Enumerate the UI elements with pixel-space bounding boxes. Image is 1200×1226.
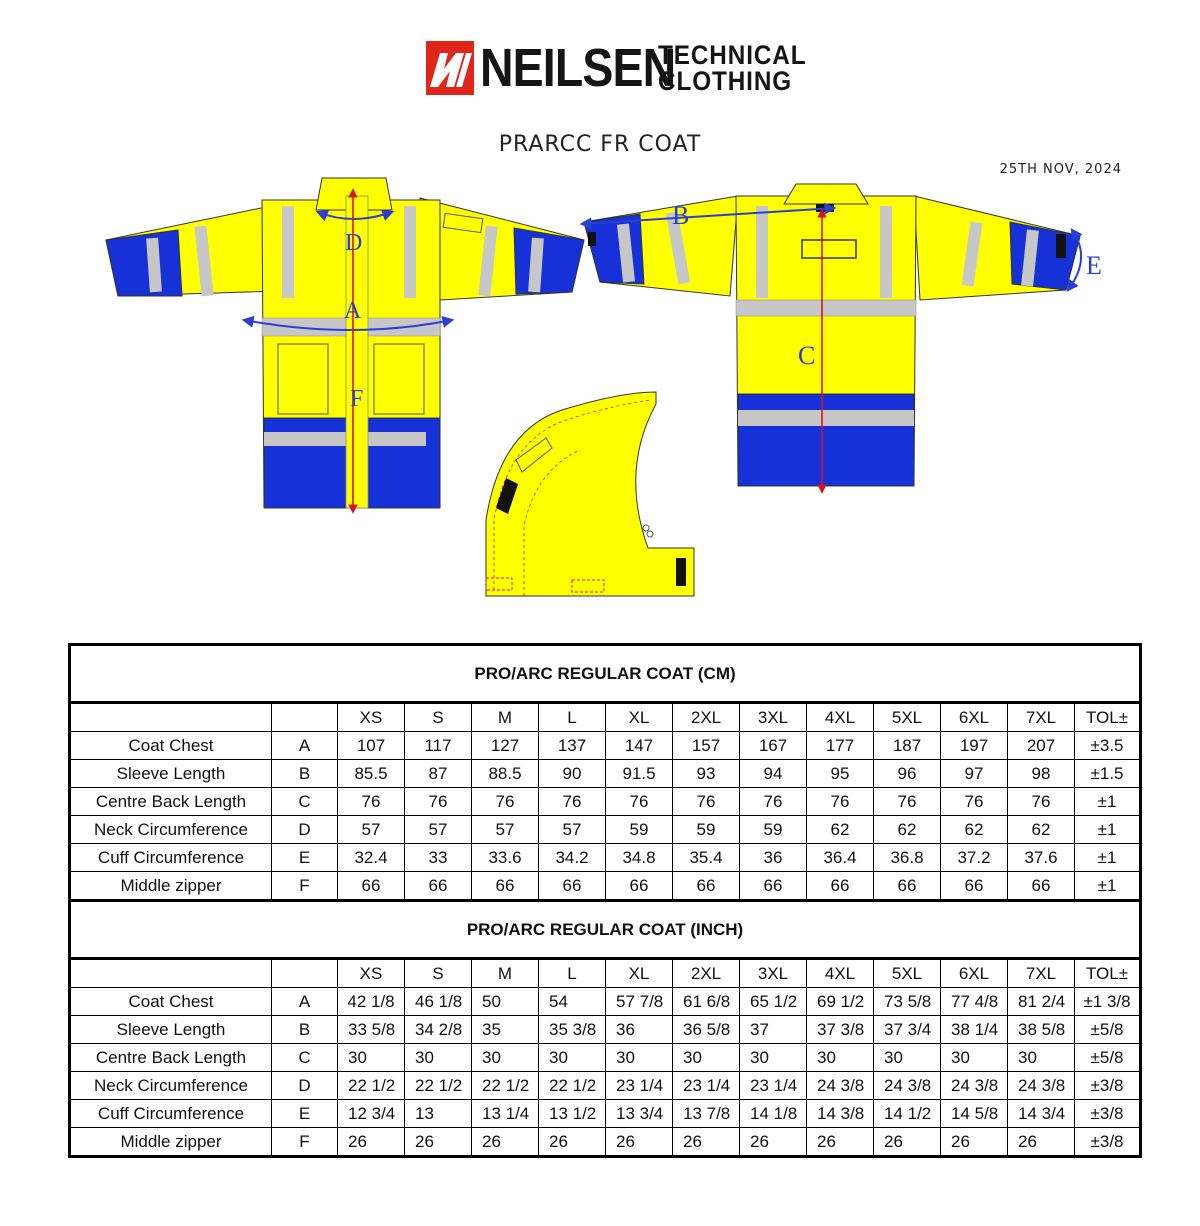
measurement-value: 24 3/8 <box>807 1072 874 1100</box>
back-hem <box>738 394 914 486</box>
measurement-value: 85.5 <box>338 760 405 788</box>
brand-logo <box>426 40 823 96</box>
measurement-value: 37 3/8 <box>807 1016 874 1044</box>
measurement-value: 23 1/4 <box>673 1072 740 1100</box>
measurement-value: 69 1/2 <box>807 988 874 1016</box>
measurement-code: F <box>272 872 338 901</box>
inch-size-header: 2XL <box>673 959 740 988</box>
measurement-name: Neck Circumference <box>70 1072 272 1100</box>
front-hem-tape <box>264 432 426 446</box>
measurement-value: 26 <box>673 1128 740 1157</box>
measurement-value: 66 <box>539 872 606 901</box>
measurement-tolerance: ±3.5 <box>1075 732 1141 760</box>
measurement-value: 36.8 <box>874 844 941 872</box>
measurement-value: 36 <box>606 1016 673 1044</box>
measurement-value: 24 3/8 <box>941 1072 1008 1100</box>
measurement-value: 30 <box>1008 1044 1075 1072</box>
back-collar <box>784 184 868 204</box>
measurement-value: 57 <box>405 816 472 844</box>
measurement-value: 24 3/8 <box>874 1072 941 1100</box>
measurement-value: 30 <box>807 1044 874 1072</box>
brand-subtitle-line2: CLOTHING <box>658 66 793 96</box>
measurement-value: 22 1/2 <box>472 1072 539 1100</box>
brand-subtitle-line1: TECHNICAL <box>658 40 807 70</box>
measurement-value: 50 <box>472 988 539 1016</box>
measurement-value: 30 <box>874 1044 941 1072</box>
cm-tol-header: TOL± <box>1075 703 1141 732</box>
measurement-value: 37.6 <box>1008 844 1075 872</box>
measurement-tolerance: ±5/8 <box>1075 1016 1141 1044</box>
inch-table-row <box>70 1044 1141 1072</box>
measurement-value: 88.5 <box>472 760 539 788</box>
cm-size-header: XS <box>338 703 405 732</box>
measurement-code: E <box>272 844 338 872</box>
measurement-value: 30 <box>338 1044 405 1072</box>
cm-size-header: 2XL <box>673 703 740 732</box>
measurement-value: 34.8 <box>606 844 673 872</box>
measurement-code: A <box>272 732 338 760</box>
measurement-name: Coat Chest <box>70 732 272 760</box>
hood-shape <box>486 392 694 596</box>
cm-table-row <box>70 844 1141 872</box>
cm-table-row <box>70 732 1141 760</box>
measure-label-a: A <box>344 298 362 324</box>
measurement-value: 76 <box>807 788 874 816</box>
measurement-value: 59 <box>673 816 740 844</box>
inch-size-header: S <box>405 959 472 988</box>
inch-size-header: 7XL <box>1008 959 1075 988</box>
measure-label-c: C <box>798 341 816 370</box>
measurement-value: 57 <box>338 816 405 844</box>
measurement-value: 137 <box>539 732 606 760</box>
front-hem-right <box>368 418 440 508</box>
measurement-code: D <box>272 1072 338 1100</box>
size-chart-table <box>68 643 1142 1158</box>
measurement-value: 73 5/8 <box>874 988 941 1016</box>
measurement-value: 35 3/8 <box>539 1016 606 1044</box>
measurement-name: Coat Chest <box>70 988 272 1016</box>
measurement-value: 38 5/8 <box>1008 1016 1075 1044</box>
inch-table-row <box>70 1072 1141 1100</box>
cm-table-row <box>70 872 1141 901</box>
measurement-value: 12 3/4 <box>338 1100 405 1128</box>
measurement-value: 30 <box>740 1044 807 1072</box>
measurement-code: F <box>272 1128 338 1157</box>
measurement-tolerance: ±3/8 <box>1075 1128 1141 1157</box>
inch-size-header: 4XL <box>807 959 874 988</box>
cm-table-title: PRO/ARC REGULAR COAT (CM) <box>70 645 1141 703</box>
cm-size-header: 5XL <box>874 703 941 732</box>
inch-table-row <box>70 988 1141 1016</box>
measurement-value: 76 <box>1008 788 1075 816</box>
measurement-value: 66 <box>874 872 941 901</box>
inch-size-header: M <box>472 959 539 988</box>
inch-size-header: 5XL <box>874 959 941 988</box>
measurement-tolerance: ±1 <box>1075 872 1141 901</box>
measurement-value: 66 <box>941 872 1008 901</box>
measurement-value: 33 <box>405 844 472 872</box>
measurement-value: 65 1/2 <box>740 988 807 1016</box>
measurement-value: 30 <box>405 1044 472 1072</box>
measurement-value: 14 5/8 <box>941 1100 1008 1128</box>
cm-size-header: L <box>539 703 606 732</box>
measurement-tolerance: ±1 <box>1075 844 1141 872</box>
measurement-value: 62 <box>807 816 874 844</box>
back-hem-tape <box>738 410 914 426</box>
measurement-value: 197 <box>941 732 1008 760</box>
measure-label-d: D <box>345 230 363 256</box>
cm-size-header: 7XL <box>1008 703 1075 732</box>
measurement-value: 30 <box>606 1044 673 1072</box>
cm-size-header: 3XL <box>740 703 807 732</box>
measurement-value: 96 <box>874 760 941 788</box>
measurement-code: C <box>272 788 338 816</box>
measurement-tolerance: ±1 <box>1075 816 1141 844</box>
measurement-value: 90 <box>539 760 606 788</box>
measurement-value: 13 1/4 <box>472 1100 539 1128</box>
measurement-tolerance: ±3/8 <box>1075 1072 1141 1100</box>
measurement-value: 107 <box>338 732 405 760</box>
measurement-value: 207 <box>1008 732 1075 760</box>
measure-label-e: E <box>1086 251 1102 280</box>
coat-back-view <box>582 184 1102 492</box>
measurement-value: 91.5 <box>606 760 673 788</box>
front-left-cuff <box>106 230 182 296</box>
inch-table-title: PRO/ARC REGULAR COAT (INCH) <box>70 901 1141 959</box>
back-left-cuff <box>584 214 644 284</box>
measurement-name: Centre Back Length <box>70 1044 272 1072</box>
measurement-value: 54 <box>539 988 606 1016</box>
measure-label-f: F <box>350 386 364 412</box>
measurement-value: 37 <box>740 1016 807 1044</box>
measurement-value: 23 1/4 <box>606 1072 673 1100</box>
back-waist-tape <box>736 300 916 316</box>
measurement-value: 66 <box>405 872 472 901</box>
measurement-value: 13 7/8 <box>673 1100 740 1128</box>
measurement-value: 26 <box>740 1128 807 1157</box>
measurement-value: 26 <box>472 1128 539 1157</box>
measurement-value: 76 <box>740 788 807 816</box>
measurement-value: 34.2 <box>539 844 606 872</box>
measure-label-b: B <box>672 201 690 230</box>
measurement-value: 98 <box>1008 760 1075 788</box>
measurement-value: 22 1/2 <box>539 1072 606 1100</box>
cm-size-header: XL <box>606 703 673 732</box>
measurement-value: 30 <box>472 1044 539 1072</box>
measurement-value: 59 <box>606 816 673 844</box>
measurement-value: 36 5/8 <box>673 1016 740 1044</box>
measurement-tolerance: ±3/8 <box>1075 1100 1141 1128</box>
measurement-value: 46 1/8 <box>405 988 472 1016</box>
hood-view <box>486 392 694 596</box>
inch-size-header: 3XL <box>740 959 807 988</box>
inch-size-header: L <box>539 959 606 988</box>
measurement-value: 24 3/8 <box>1008 1072 1075 1100</box>
measurement-value: 22 1/2 <box>338 1072 405 1100</box>
measurement-name: Sleeve Length <box>70 1016 272 1044</box>
measurement-value: 35 <box>472 1016 539 1044</box>
inch-size-header: XS <box>338 959 405 988</box>
measurement-value: 177 <box>807 732 874 760</box>
measurement-tolerance: ±5/8 <box>1075 1044 1141 1072</box>
measurement-name: Middle zipper <box>70 872 272 901</box>
measurement-value: 26 <box>338 1128 405 1157</box>
cm-size-header: 6XL <box>941 703 1008 732</box>
measurement-value: 77 4/8 <box>941 988 1008 1016</box>
measurement-tolerance: ±1.5 <box>1075 760 1141 788</box>
measurement-code: B <box>272 760 338 788</box>
coat-technical-drawing <box>0 160 1200 620</box>
cm-size-header: 4XL <box>807 703 874 732</box>
measurement-value: 62 <box>941 816 1008 844</box>
measurement-value: 66 <box>606 872 673 901</box>
measurement-name: Sleeve Length <box>70 760 272 788</box>
measurement-tolerance: ±1 <box>1075 788 1141 816</box>
inch-header-row <box>70 959 1141 988</box>
measurement-value: 26 <box>807 1128 874 1157</box>
measurement-value: 13 3/4 <box>606 1100 673 1128</box>
inch-size-header: XL <box>606 959 673 988</box>
inch-table-row <box>70 1128 1141 1157</box>
document-title: PRARCC FR COAT <box>498 132 702 157</box>
measurement-value: 13 <box>405 1100 472 1128</box>
measurement-value: 23 1/4 <box>740 1072 807 1100</box>
front-hem-left <box>264 418 346 508</box>
measurement-value: 127 <box>472 732 539 760</box>
measurement-value: 14 3/8 <box>807 1100 874 1128</box>
cm-table-row <box>70 816 1141 844</box>
measurement-name: Neck Circumference <box>70 816 272 844</box>
measurement-value: 37 3/4 <box>874 1016 941 1044</box>
measurement-value: 36.4 <box>807 844 874 872</box>
measurement-value: 59 <box>740 816 807 844</box>
measurement-value: 62 <box>1008 816 1075 844</box>
measurement-value: 26 <box>405 1128 472 1157</box>
brand-logo-mark-icon <box>426 41 474 95</box>
measurement-value: 22 1/2 <box>405 1072 472 1100</box>
measurement-code: A <box>272 988 338 1016</box>
measurement-value: 167 <box>740 732 807 760</box>
measurement-value: 62 <box>874 816 941 844</box>
cm-table-row <box>70 760 1141 788</box>
cm-header-row <box>70 703 1141 732</box>
document-date: 25TH NOV, 2024 <box>999 162 1122 177</box>
measurement-value: 187 <box>874 732 941 760</box>
measurement-value: 76 <box>472 788 539 816</box>
measurement-value: 93 <box>673 760 740 788</box>
brand-name: NEILSEN <box>480 38 676 98</box>
measurement-value: 57 <box>539 816 606 844</box>
brand-subtitle <box>658 42 807 94</box>
measurement-value: 30 <box>941 1044 1008 1072</box>
measurement-value: 66 <box>1008 872 1075 901</box>
inch-size-header: 6XL <box>941 959 1008 988</box>
measurement-value: 42 1/8 <box>338 988 405 1016</box>
measurement-value: 76 <box>539 788 606 816</box>
measurement-value: 57 7/8 <box>606 988 673 1016</box>
measurement-code: E <box>272 1100 338 1128</box>
measurement-value: 36 <box>740 844 807 872</box>
measurement-value: 33 5/8 <box>338 1016 405 1044</box>
measurement-value: 30 <box>673 1044 740 1072</box>
measurement-value: 66 <box>673 872 740 901</box>
measurement-name: Cuff Circumference <box>70 844 272 872</box>
measurement-name: Centre Back Length <box>70 788 272 816</box>
measurement-code: B <box>272 1016 338 1044</box>
measurement-value: 76 <box>673 788 740 816</box>
cm-size-header: M <box>472 703 539 732</box>
measurement-tolerance: ±1 3/8 <box>1075 988 1141 1016</box>
inch-tol-header: TOL± <box>1075 959 1141 988</box>
measurement-value: 87 <box>405 760 472 788</box>
measurement-value: 66 <box>338 872 405 901</box>
measurement-value: 14 1/2 <box>874 1100 941 1128</box>
measurement-value: 57 <box>472 816 539 844</box>
front-right-cuff <box>514 228 584 294</box>
measurement-value: 26 <box>539 1128 606 1157</box>
measurement-value: 117 <box>405 732 472 760</box>
measurement-code: C <box>272 1044 338 1072</box>
measurement-value: 14 1/8 <box>740 1100 807 1128</box>
measurement-value: 26 <box>606 1128 673 1157</box>
measurement-value: 66 <box>740 872 807 901</box>
measurement-value: 76 <box>941 788 1008 816</box>
inch-table-row <box>70 1100 1141 1128</box>
back-right-cuff <box>1010 222 1080 290</box>
measurement-value: 76 <box>606 788 673 816</box>
inch-table-row <box>70 1016 1141 1044</box>
measurement-value: 97 <box>941 760 1008 788</box>
measurement-value: 30 <box>539 1044 606 1072</box>
measurement-value: 34 2/8 <box>405 1016 472 1044</box>
cm-size-header: S <box>405 703 472 732</box>
measurement-value: 157 <box>673 732 740 760</box>
measurement-value: 26 <box>1008 1128 1075 1157</box>
measurement-value: 26 <box>941 1128 1008 1157</box>
measurement-value: 13 1/2 <box>539 1100 606 1128</box>
measurement-value: 35.4 <box>673 844 740 872</box>
measurement-value: 33.6 <box>472 844 539 872</box>
measurement-value: 147 <box>606 732 673 760</box>
cm-table-row <box>70 788 1141 816</box>
measurement-value: 94 <box>740 760 807 788</box>
measurement-value: 76 <box>338 788 405 816</box>
measurement-value: 37.2 <box>941 844 1008 872</box>
measurement-value: 14 3/4 <box>1008 1100 1075 1128</box>
measurement-value: 26 <box>874 1128 941 1157</box>
measurement-value: 66 <box>472 872 539 901</box>
measurement-value: 38 1/4 <box>941 1016 1008 1044</box>
measurement-code: D <box>272 816 338 844</box>
measurement-name: Middle zipper <box>70 1128 272 1157</box>
measurement-value: 76 <box>405 788 472 816</box>
measurement-value: 76 <box>874 788 941 816</box>
measurement-value: 61 6/8 <box>673 988 740 1016</box>
measurement-value: 95 <box>807 760 874 788</box>
measurement-value: 32.4 <box>338 844 405 872</box>
measurement-value: 81 2/4 <box>1008 988 1075 1016</box>
measurement-value: 66 <box>807 872 874 901</box>
measurement-name: Cuff Circumference <box>70 1100 272 1128</box>
